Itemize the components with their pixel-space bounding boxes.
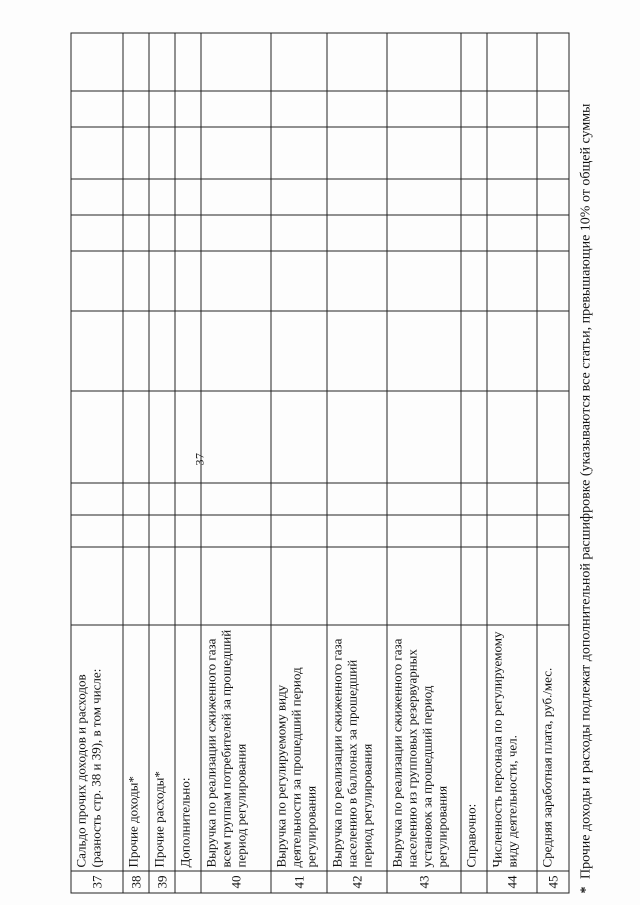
empty-cell — [461, 547, 487, 625]
empty-cell — [123, 91, 149, 127]
empty-cell — [201, 215, 271, 251]
empty-cell — [327, 547, 387, 625]
empty-cell — [487, 127, 537, 179]
row-label: Средняя заработная плата, руб./мес. — [537, 625, 569, 871]
empty-cell — [71, 91, 123, 127]
row-label: Прочие доходы* — [123, 625, 149, 871]
empty-cell — [387, 391, 461, 483]
empty-cell — [71, 311, 123, 391]
empty-cell — [461, 215, 487, 251]
empty-cell — [387, 215, 461, 251]
empty-cell — [201, 311, 271, 391]
empty-cell — [123, 515, 149, 547]
table-row — [487, 33, 537, 893]
empty-cell — [271, 547, 327, 625]
row-number — [175, 871, 201, 893]
empty-cell — [149, 127, 175, 179]
row-number: 38 — [123, 871, 149, 893]
row-label: Прочие расходы* — [149, 625, 175, 871]
empty-cell — [201, 391, 271, 483]
financial-table — [70, 33, 568, 893]
row-number: 41 — [271, 871, 327, 893]
empty-cell — [537, 515, 569, 547]
empty-cell — [461, 483, 487, 515]
empty-cell — [537, 483, 569, 515]
table-row — [327, 33, 387, 893]
empty-cell — [387, 515, 461, 547]
empty-cell — [271, 391, 327, 483]
empty-cell — [175, 251, 201, 311]
empty-cell — [461, 251, 487, 311]
row-number — [461, 871, 487, 893]
empty-cell — [123, 127, 149, 179]
empty-cell — [461, 33, 487, 91]
empty-cell — [537, 311, 569, 391]
empty-cell — [387, 547, 461, 625]
empty-cell — [175, 33, 201, 91]
page-number: 37 — [192, 452, 206, 465]
empty-cell — [387, 251, 461, 311]
empty-cell — [487, 179, 537, 215]
row-label: Справочно: — [461, 625, 487, 871]
empty-cell — [71, 179, 123, 215]
empty-cell — [327, 251, 387, 311]
empty-cell — [71, 391, 123, 483]
empty-cell — [387, 179, 461, 215]
table-row — [175, 33, 201, 893]
empty-cell — [461, 127, 487, 179]
empty-cell — [149, 311, 175, 391]
empty-cell — [201, 91, 271, 127]
empty-cell — [387, 91, 461, 127]
empty-cell — [461, 391, 487, 483]
row-label: Численность персонала по регулируемому виду деятельности, чел. — [487, 625, 537, 871]
empty-cell — [175, 127, 201, 179]
empty-cell — [327, 127, 387, 179]
table-row — [461, 33, 487, 893]
empty-cell — [271, 91, 327, 127]
table-row — [149, 33, 175, 893]
empty-cell — [387, 483, 461, 515]
empty-cell — [487, 215, 537, 251]
empty-cell — [271, 515, 327, 547]
footnote — [577, 13, 594, 893]
row-number: 45 — [537, 871, 569, 893]
empty-cell — [201, 251, 271, 311]
empty-cell — [175, 215, 201, 251]
empty-cell — [271, 483, 327, 515]
empty-cell — [201, 515, 271, 547]
empty-cell — [537, 127, 569, 179]
empty-cell — [487, 91, 537, 127]
row-label: Выручка по реализации сжиженного газа населению из групповых резервуарных установок за прошедший период регулирования — [387, 625, 461, 871]
row-number: 40 — [201, 871, 271, 893]
empty-cell — [537, 391, 569, 483]
empty-cell — [461, 311, 487, 391]
empty-cell — [201, 33, 271, 91]
empty-cell — [461, 515, 487, 547]
empty-cell — [175, 91, 201, 127]
empty-cell — [327, 515, 387, 547]
empty-cell — [71, 215, 123, 251]
empty-cell — [537, 33, 569, 91]
empty-cell — [123, 483, 149, 515]
empty-cell — [487, 515, 537, 547]
empty-cell — [71, 515, 123, 547]
empty-cell — [487, 251, 537, 311]
empty-cell — [175, 515, 201, 547]
empty-cell — [537, 91, 569, 127]
empty-cell — [271, 215, 327, 251]
empty-cell — [387, 33, 461, 91]
empty-cell — [149, 391, 175, 483]
empty-cell — [149, 179, 175, 215]
empty-cell — [537, 215, 569, 251]
empty-cell — [201, 547, 271, 625]
row-label: Сальдо прочих доходов и расходов (разность стр. 38 и 39), в том числе: — [71, 625, 123, 871]
empty-cell — [175, 483, 201, 515]
empty-cell — [271, 179, 327, 215]
empty-cell — [149, 515, 175, 547]
table-row — [71, 33, 123, 893]
empty-cell — [271, 311, 327, 391]
empty-cell — [487, 391, 537, 483]
empty-cell — [201, 179, 271, 215]
empty-cell — [149, 547, 175, 625]
table-row — [537, 33, 569, 893]
empty-cell — [327, 91, 387, 127]
empty-cell — [123, 251, 149, 311]
empty-cell — [387, 127, 461, 179]
empty-cell — [327, 179, 387, 215]
empty-cell — [327, 311, 387, 391]
empty-cell — [149, 251, 175, 311]
empty-cell — [175, 179, 201, 215]
empty-cell — [461, 179, 487, 215]
empty-cell — [537, 547, 569, 625]
row-label: Дополнительно: — [175, 625, 201, 871]
empty-cell — [71, 251, 123, 311]
empty-cell — [537, 179, 569, 215]
empty-cell — [123, 391, 149, 483]
empty-cell — [461, 91, 487, 127]
footnote-marker: * — [578, 886, 593, 893]
empty-cell — [149, 91, 175, 127]
empty-cell — [487, 311, 537, 391]
empty-cell — [175, 547, 201, 625]
empty-cell — [327, 391, 387, 483]
empty-cell — [327, 215, 387, 251]
empty-cell — [327, 33, 387, 91]
empty-cell — [487, 547, 537, 625]
empty-cell — [201, 127, 271, 179]
empty-cell — [123, 33, 149, 91]
row-number: 37 — [71, 871, 123, 893]
empty-cell — [271, 127, 327, 179]
empty-cell — [149, 33, 175, 91]
data-table — [70, 32, 569, 893]
empty-cell — [487, 33, 537, 91]
empty-cell — [387, 311, 461, 391]
empty-cell — [149, 483, 175, 515]
row-label: Выручка по регулируемому виду деятельности за прошедший период регулирования — [271, 625, 327, 871]
empty-cell — [71, 483, 123, 515]
table-row — [123, 33, 149, 893]
empty-cell — [123, 215, 149, 251]
row-label: Выручка по реализации сжиженного газа всем группам потребителей за прошедший период регулирования — [201, 625, 271, 871]
row-number: 43 — [387, 871, 461, 893]
empty-cell — [327, 483, 387, 515]
table-row — [387, 33, 461, 893]
empty-cell — [271, 33, 327, 91]
empty-cell — [149, 215, 175, 251]
table-row — [201, 33, 271, 893]
table-row — [271, 33, 327, 893]
empty-cell — [123, 179, 149, 215]
empty-cell — [123, 547, 149, 625]
empty-cell — [175, 391, 201, 483]
footnote-text: Прочие доходы и расходы подлежат дополнительной расшифровке (указываются все статьи, превышающие 10% от общей суммы — [578, 103, 593, 879]
row-number: 39 — [149, 871, 175, 893]
empty-cell — [271, 251, 327, 311]
empty-cell — [71, 33, 123, 91]
empty-cell — [487, 483, 537, 515]
empty-cell — [71, 547, 123, 625]
empty-cell — [175, 311, 201, 391]
empty-cell — [123, 311, 149, 391]
row-label: Выручка по реализации сжиженного газа населению в баллонах за прошедший период регулирования — [327, 625, 387, 871]
row-number: 44 — [487, 871, 537, 893]
empty-cell — [201, 483, 271, 515]
empty-cell — [537, 251, 569, 311]
row-number: 42 — [327, 871, 387, 893]
empty-cell — [71, 127, 123, 179]
